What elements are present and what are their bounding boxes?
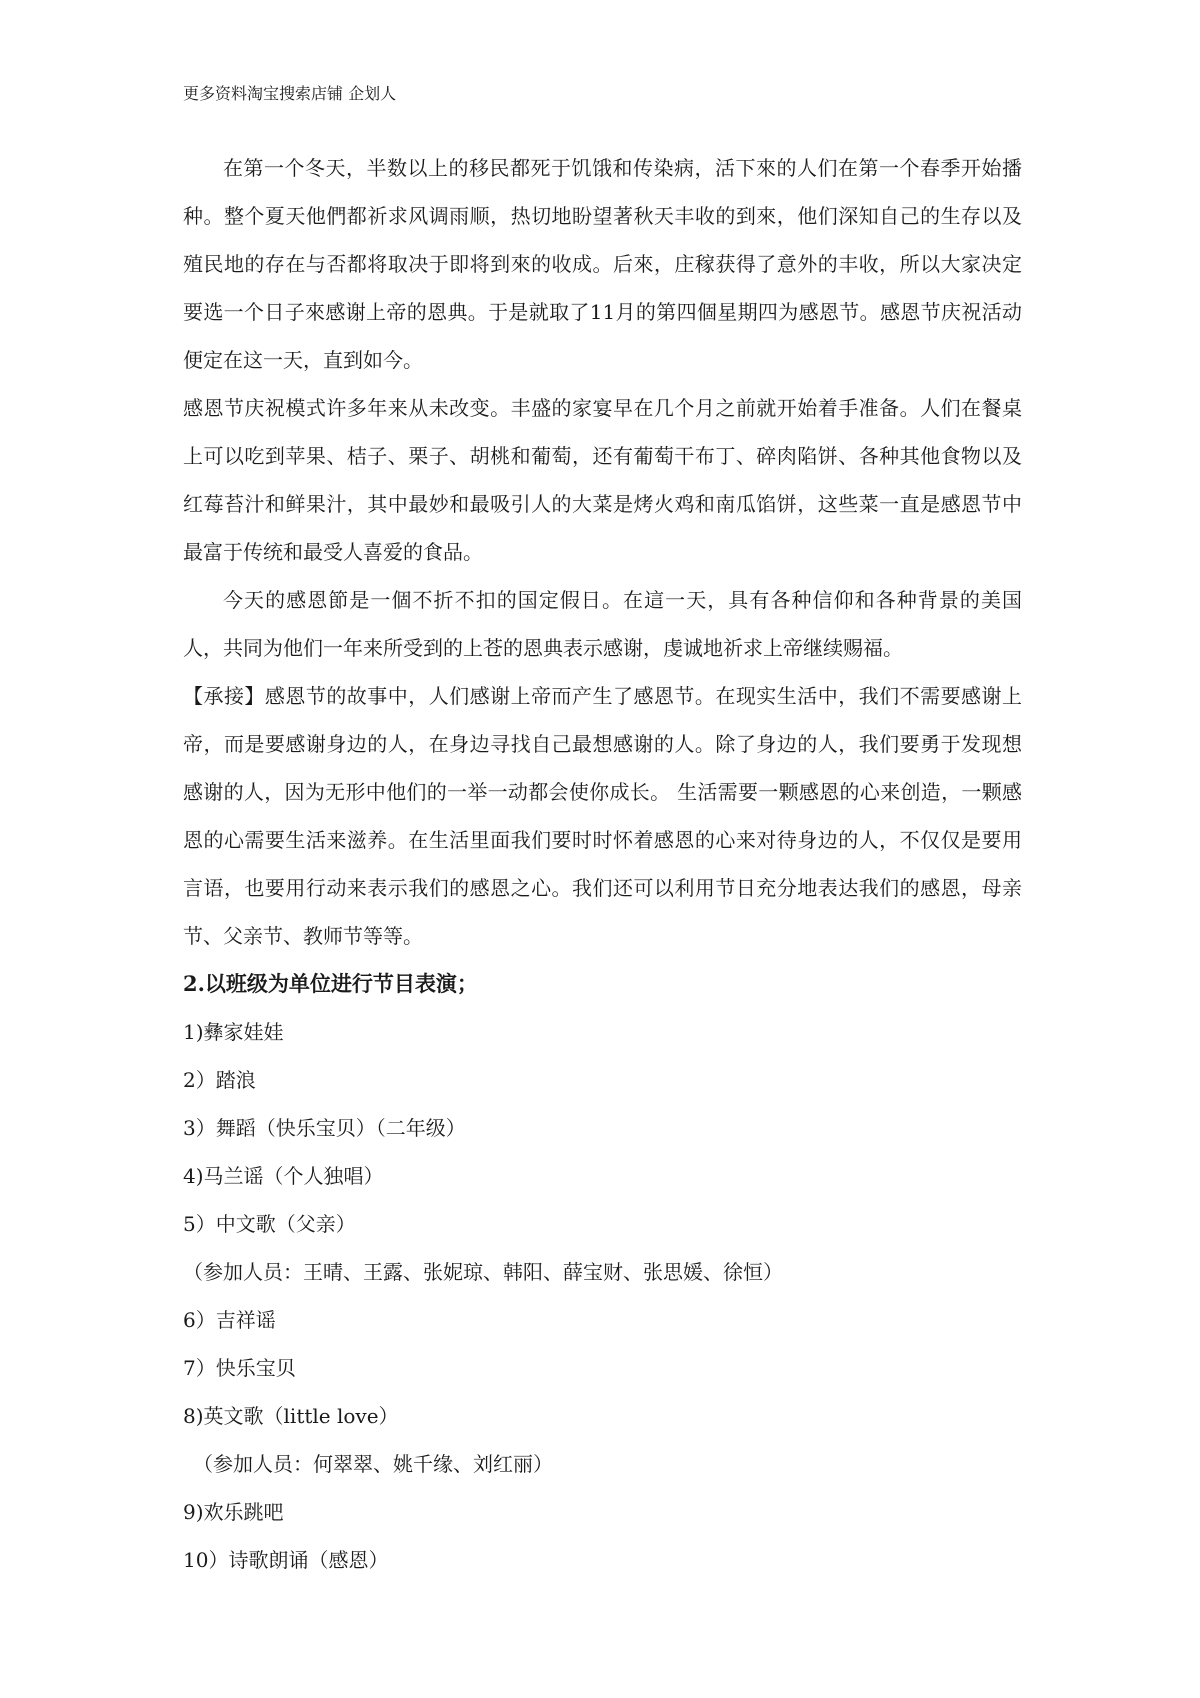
program-item: 9)欢乐跳吧: [183, 1500, 284, 1524]
program-item: 2）踏浪: [183, 1068, 256, 1092]
program-item: 7）快乐宝贝: [183, 1356, 296, 1380]
program-list: [183, 1008, 1022, 1584]
paragraph-transition: 【承接】感恩节的故事中，人们感谢上帝而产生了感恩节。在现实生活中，我们不需要感谢上帝，而是要感谢身边的人，在身边寻找自己最想感谢的人。除了身边的人，我们要勇于发现想感谢的人，因为无形中他们的一举一动都会使你成长。 生活需要一颗感恩的心来创造，一颗感恩的心需要生活来滋养。在生活里面我们要时时怀着感恩的心来对待身边的人，不仅仅是要用言语，也要用行动来表示我们的感恩之心。我们还可以利用节日充分地表达我们的感恩，母亲节、父亲节、教师节等等。: [183, 684, 1022, 948]
program-participants: （参加人员：何翠翠、姚千缘、刘红丽）: [193, 1452, 553, 1476]
paragraph-first-winter: 在第一个冬天，半数以上的移民都死于饥饿和传染病，活下來的人们在第一个春季开始播种。整个夏天他們都祈求风调雨顺，热切地盼望著秋天丰收的到來，他们深知自己的生存以及殖民地的存在与否都将取决于即将到來的收成。后來，庄稼获得了意外的丰收，所以大家决定要选一个日子來感谢上帝的恩典。于是就取了11月的第四個星期四为感恩节。感恩节庆祝活动便定在这一天，直到如今。: [183, 156, 1022, 372]
program-item: 6）吉祥谣: [183, 1308, 276, 1332]
section-title: 2.以班级为单位进行节目表演；: [183, 971, 478, 996]
program-item: 8)英文歌（little love）: [183, 1404, 399, 1428]
program-item: 5）中文歌（父亲）: [183, 1212, 356, 1236]
page-header: 更多资料淘宝搜索店铺 企划人: [183, 84, 397, 103]
paragraph-national-holiday: 今天的感恩節是一個不折不扣的国定假日。在這一天，具有各种信仰和各种背景的美国人，共同为他们一年来所受到的上苍的恩典表示感谢，虔诚地祈求上帝继续赐福。: [183, 588, 1022, 660]
program-item: 3）舞蹈（快乐宝贝）（二年级）: [183, 1116, 466, 1140]
document-body: [183, 144, 1022, 1584]
program-participants: （参加人员：王晴、王露、张妮琼、韩阳、薛宝财、张思媛、徐恒）: [183, 1260, 783, 1284]
program-item: 10）诗歌朗诵（感恩）: [183, 1548, 389, 1572]
paragraph-celebration-customs: 感恩节庆祝模式许多年来从未改变。丰盛的家宴早在几个月之前就开始着手准备。人们在餐桌上可以吃到苹果、桔子、栗子、胡桃和葡萄，还有葡萄干布丁、碎肉陷饼、各种其他食物以及红莓苔汁和鲜果汁，其中最妙和最吸引人的大菜是烤火鸡和南瓜馅饼，这些菜一直是感恩节中最富于传统和最受人喜爱的食品。: [183, 396, 1022, 564]
program-item: 4)马兰谣（个人独唱）: [183, 1164, 384, 1188]
program-item: 1)彝家娃娃: [183, 1020, 284, 1044]
